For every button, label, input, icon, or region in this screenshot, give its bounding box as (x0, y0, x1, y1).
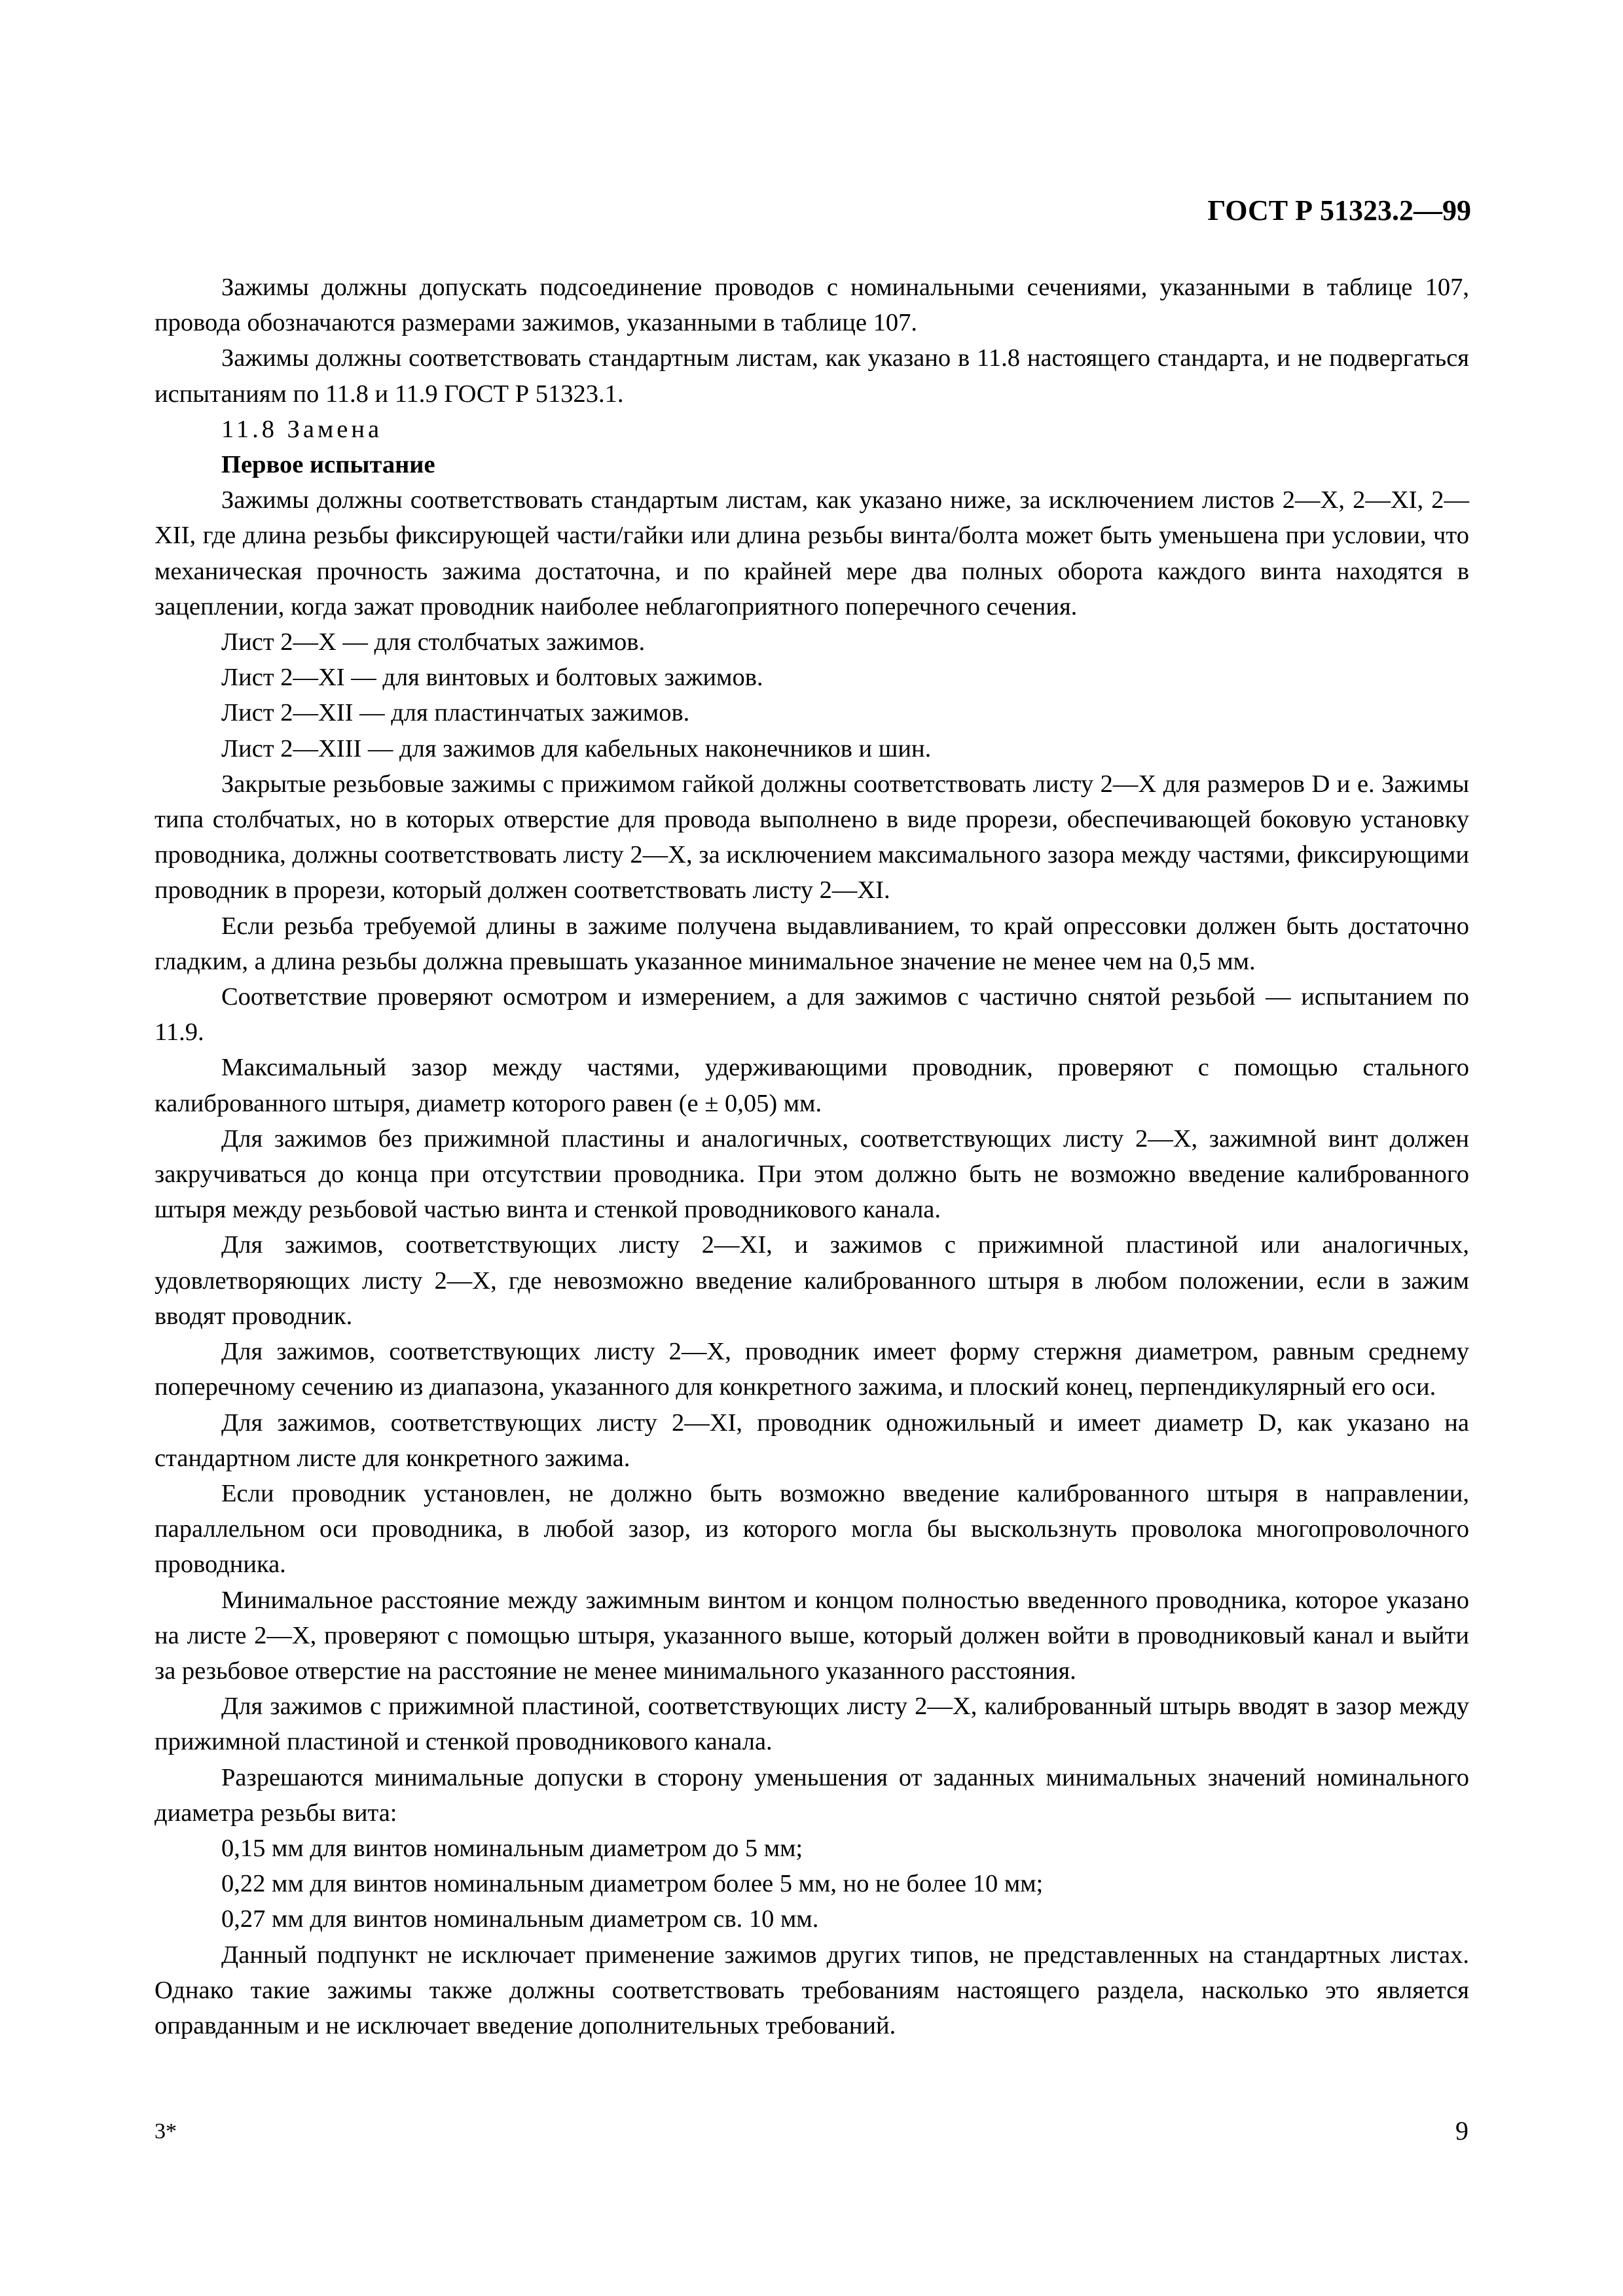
body-text (155, 270, 1469, 2043)
paragraph: Для зажимов, соответствующих листу 2—XI, проводник одножильный и имеет диаметр D, как указано на стандартном листе для конкретного зажима. (155, 1408, 1469, 1472)
subsection-heading: Первое испытание (221, 451, 435, 479)
list-item: Лист 2—X — для столбчатых зажимов. (221, 628, 646, 656)
list-item: 0,15 мм для винтов номинальным диаметром до 5 мм; (221, 1834, 803, 1862)
paragraph: Зажимы должны соответствовать стандартным листам, как указано в 11.8 настоящего стандарта, и не подвергаться испытаниям по 11.8 и 11.9 ГОСТ Р 51323.1. (155, 344, 1469, 408)
paragraph: Для зажимов, соответствующих листу 2—X, проводник имеет форму стержня диаметром, равным среднему поперечному сечению из диапазона, указанного для конкретного зажима, и плоский конец, перпендикулярный его оси. (155, 1338, 1469, 1401)
paragraph: Для зажимов с прижимной пластиной, соответствующих листу 2—X, калиброванный штырь вводят в зазор между прижимной пластиной и стенкой проводникового канала. (155, 1693, 1469, 1756)
list-item: 0,27 мм для винтов номинальным диаметром св. 10 мм. (221, 1905, 819, 1933)
section-heading: 11.8 Замена (221, 415, 383, 443)
paragraph: Если резьба требуемой длины в зажиме получена выдавливанием, то край опрессовки должен быть достаточно гладким, а длина резьбы должна превышать указанное минимальное значение не менее чем на 0,5 мм. (155, 912, 1469, 975)
paragraph: Соответствие проверяют осмотром и измерением, а для зажимов с частично снятой резьбой — испытанием по 11.9. (155, 983, 1469, 1047)
standard-designation: ГОСТ Р 51323.2—99 (1207, 194, 1471, 226)
paragraph: Данный подпункт не исключает применение зажимов других типов, не представленных на стандартных листах. Однако такие зажимы также должны соответствовать требованиям настоящего раздела, насколько это является оправданным и не исключает введение дополнительных требований. (155, 1941, 1469, 2039)
list-item: 0,22 мм для винтов номинальным диаметром более 5 мм, но не более 10 мм; (221, 1870, 1044, 1898)
list-item: Лист 2—XII — для пластинчатых зажимов. (221, 699, 690, 727)
page-number: 9 (1455, 2116, 1468, 2145)
footer-signature-mark: 3* (155, 2119, 177, 2144)
paragraph: Закрытые резьбовые зажимы с прижимом гайкой должны соответствовать листу 2—X для размеров D и e. Зажимы типа столбчатых, но в которых отверстие для провода выполнено в виде прорези, обеспечивающей боковую установку проводника, должны соответствовать листу 2—X, за исключением максимального зазора между частями, фиксирующими проводник в прорези, который должен соответствовать листу 2—XI. (155, 770, 1469, 905)
paragraph: Минимальное расстояние между зажимным винтом и концом полностью введенного проводника, которое указано на листе 2—X, проверяют с помощью штыря, указанного выше, который должен войти в проводниковый канал и выйти за резьбовое отверстие на расстояние не менее минимального указанного расстояния. (155, 1586, 1469, 1685)
list-item: Лист 2—XI — для винтовых и болтовых зажимов. (221, 664, 763, 692)
paragraph: Для зажимов без прижимной пластины и аналогичных, соответствующих листу 2—X, зажимной винт должен закручиваться до конца при отсутствии проводника. При этом должно быть не возможно введение калиброванного штыря между резьбовой частью винта и стенкой проводникового канала. (155, 1124, 1469, 1224)
paragraph: Для зажимов, соответствующих листу 2—XI, и зажимов с прижимной пластиной или аналогичных, удовлетворяющих листу 2—X, где невозможно введение калиброванного штыря в любом положении, если в зажим вводят проводник. (155, 1231, 1469, 1330)
paragraph: Зажимы должны соответствовать стандартым листам, как указано ниже, за исключением листов 2—X, 2—XI, 2—XII, где длина резьбы фиксирующей части/гайки или длина резьбы винта/болта может быть уменьшена при условии, что механическая прочность зажима достаточна, и по крайней мере два полных оборота каждого винта находятся в зацеплении, когда зажат проводник наиболее неблагоприятного поперечного сечения. (155, 486, 1469, 620)
paragraph: Зажимы должны допускать подсоединение проводов с номинальными сечениями, указанными в таблице 107, провода обозначаются размерами зажимов, указанными в таблице 107. (155, 274, 1469, 337)
list-item: Лист 2—XIII — для зажимов для кабельных наконечников и шин. (221, 734, 932, 762)
paragraph: Максимальный зазор между частями, удерживающими проводник, проверяют с помощью стального калиброванного штыря, диаметр которого равен (e ± 0,05) мм. (155, 1054, 1469, 1117)
paragraph: Разрешаются минимальные допуски в сторону уменьшения от заданных минимальных значений номинального диаметра резьбы вита: (155, 1763, 1469, 1827)
paragraph: Если проводник установлен, не должно быть возможно введение калиброванного штыря в направлении, параллельном оси проводника, в любой зазор, из которого могла бы выскользнуть проволока многопроволочного проводника. (155, 1479, 1469, 1579)
